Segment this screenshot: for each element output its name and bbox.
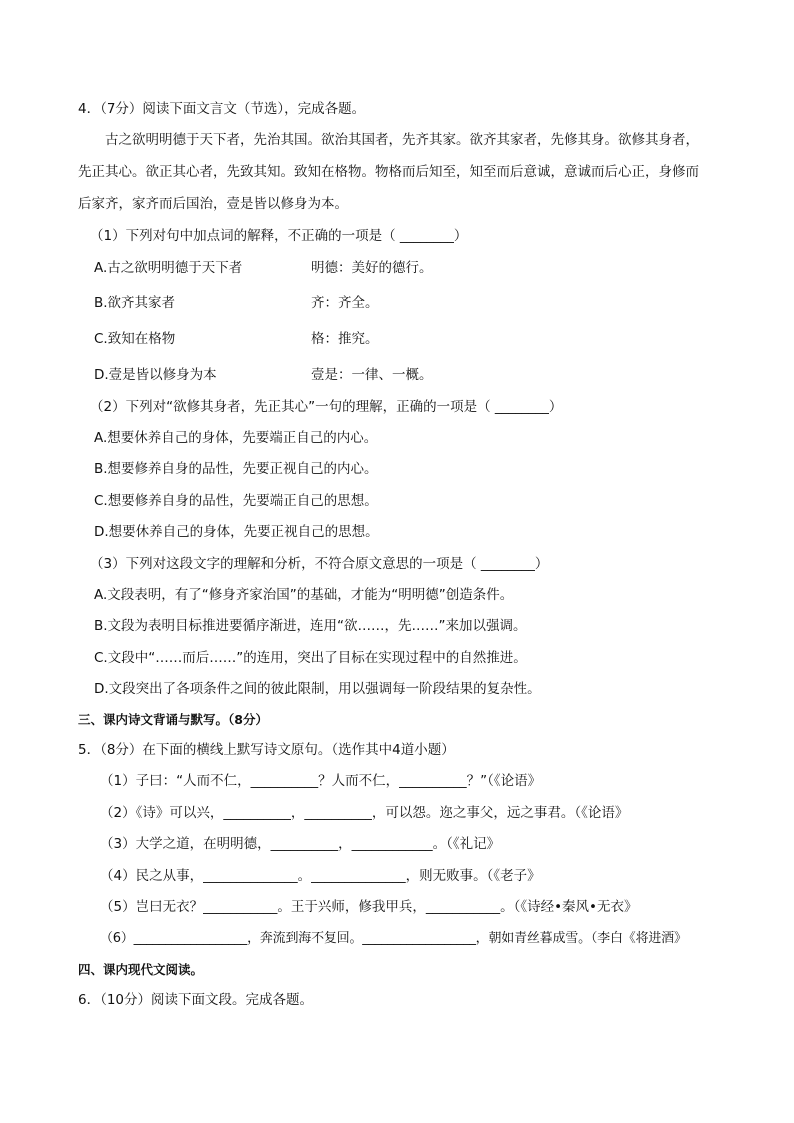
q4-sub1-option-c-explain: 格：推究。: [311, 331, 379, 347]
q4-sub1-option-c: C.致知在格物: [94, 331, 176, 347]
q4-sub2-question: （2）下列对“欲修其身者，先正其心”一句的理解，正确的一项是（ ________）: [90, 399, 563, 415]
q5-item-2: （2）《诗》可以兴，__________，__________，可以怨。迩之事父，远之事君。（《论语》: [100, 805, 629, 821]
q4-header: 4．（7分）阅读下面文言文（节选），完成各题。: [78, 101, 366, 117]
q5-header: 5．（8分）在下面的横线上默写诗文原句。（选作其中4道小题）: [78, 742, 455, 758]
q4-sub2-option-b: B.想要修养自身的品性，先要正视自己的内心。: [94, 461, 378, 477]
q5-item-6: （6）__________________，奔流到海不复回。__________________，朝如青丝暮成雪。（李白《将进酒》: [100, 931, 687, 946]
q4-passage-line-1: 古之欲明明德于天下者，先治其国。欲治其国者，先齐其家。欲齐其家者，先修其身。欲修其身者，: [105, 132, 699, 148]
q4-sub3-option-d: D.文段突出了各项条件之间的彼此限制，用以强调每一阶段结果的复杂性。: [94, 681, 541, 697]
q4-sub1-option-b-explain: 齐：齐全。: [311, 295, 379, 311]
q4-sub3-option-a: A.文段表明，有了“修身齐家治国”的基础，才能为“明明德”创造条件。: [94, 587, 514, 603]
q4-sub2-option-d: D.想要休养自己的身体，先要正视自己的思想。: [94, 524, 379, 540]
section-3-heading: 三、课内诗文背诵与默写。（8分）: [78, 712, 268, 727]
q4-sub2-option-a: A.想要休养自己的身体，先要端正自己的内心。: [94, 430, 378, 446]
q5-item-1: （1）子曰：“人而不仁，__________？人而不仁，__________？”（《论语》: [100, 773, 542, 789]
q4-sub1-option-d-explain: 壹是：一律、一概。: [311, 367, 433, 383]
q5-item-3: （3）大学之道，在明明德，__________，____________。（《礼记》: [100, 836, 501, 852]
q5-item-4: （4）民之从事，______________。______________，则无败事。（《老子》: [100, 868, 541, 884]
q4-sub1-question: （1）下列对句中加点词的解释，不正确的一项是（ ________）: [90, 228, 468, 244]
q4-sub1-option-a: A.古之欲明明德于天下者: [94, 260, 243, 276]
q4-sub2-option-c: C.想要修养自身的品性，先要端正自己的思想。: [94, 493, 378, 509]
q4-passage-line-2: 先正其心。欲正其心者，先致其知。致知在格物。物格而后知至，知至而后意诚，意诚而后心正，身修而: [78, 164, 699, 180]
q4-sub3-question: （3）下列对这段文字的理解和分析，不符合原文意思的一项是（ ________）: [90, 556, 549, 572]
q4-sub3-option-b: B.文段为表明目标推进要循序渐进，连用“欲……，先……”来加以强调。: [94, 618, 527, 634]
q5-item-5: （5）岂曰无衣？___________。王于兴师，修我甲兵，___________。（《诗经•秦风•无衣》: [100, 899, 638, 915]
q4-sub1-option-b: B.欲齐其家者: [94, 295, 176, 311]
section-4-heading: 四、课内现代文阅读。: [78, 962, 204, 977]
q4-passage-line-3: 后家齐，家齐而后国治，壹是皆以修身为本。: [78, 196, 348, 212]
q4-sub3-option-c: C.文段中“……而后……”的连用，突出了目标在实现过程中的自然推进。: [94, 650, 527, 666]
q6-header: 6．（10分）阅读下面文段。完成各题。: [78, 992, 314, 1008]
q4-sub1-option-d: D.壹是皆以修身为本: [94, 367, 217, 383]
q4-sub1-option-a-explain: 明德：美好的德行。: [311, 260, 433, 276]
